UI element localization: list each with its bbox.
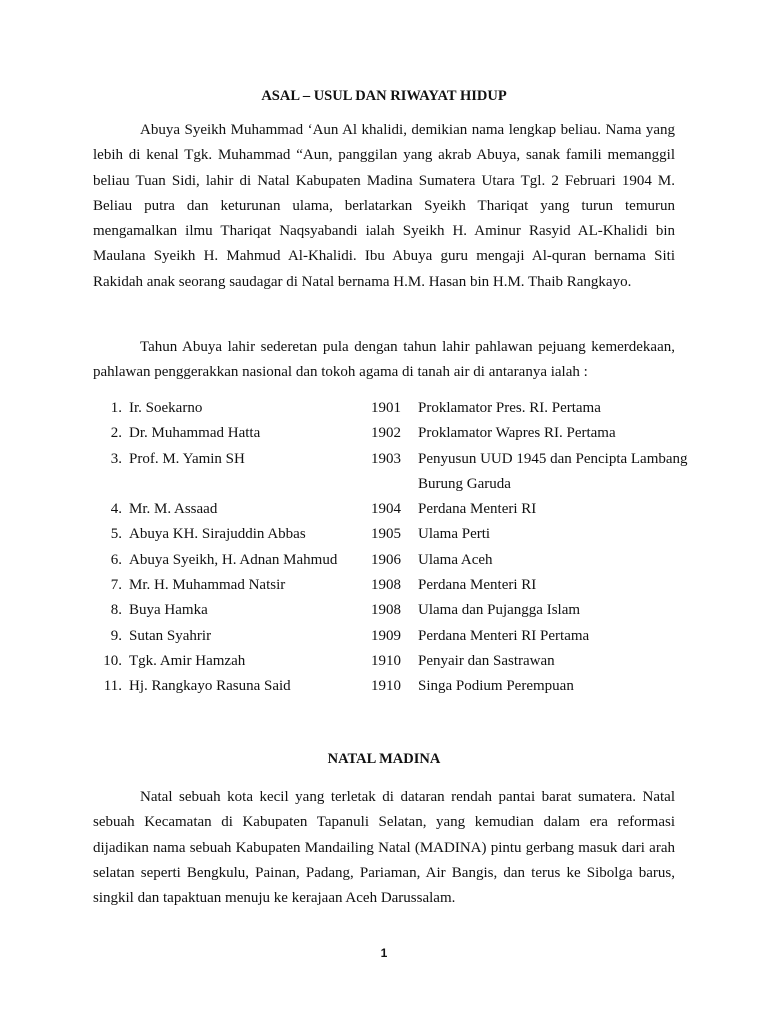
list-item-year: 1910 xyxy=(371,678,401,695)
list-item-year: 1908 xyxy=(371,577,401,594)
list-item-number: 8. xyxy=(110,602,122,619)
list-item xyxy=(93,447,693,498)
list-item-year: 1910 xyxy=(371,652,401,669)
paragraph-intro-list: Tahun Abuya lahir sederetan pula dengan tahun lahir pahlawan pejuang kemerdekaan, pahlawan penggerakkan nasional dan tokoh agama di tanah air di antaranya ialah : xyxy=(93,339,675,381)
list-item-number: 5. xyxy=(110,526,122,543)
figures-list xyxy=(93,396,693,700)
list-item xyxy=(93,522,693,547)
list-item-year: 1901 xyxy=(371,400,401,416)
list-item-name: Abuya Syeikh, H. Adnan Mahmud xyxy=(129,551,338,568)
list-item-name: Hj. Rangkayo Rasuna Said xyxy=(129,678,291,695)
list-item-number: 1. xyxy=(110,400,122,416)
list-item-name: Dr. Muhammad Hatta xyxy=(129,425,261,442)
paragraph-natal: Natal sebuah kota kecil yang terletak di dataran rendah pantai barat sumatera. Natal sebuah Kecamatan di Kabupaten Tapanuli Selatan, yang kemudian dalam era reformasi dijadikan nama sebuah Kabupaten Mandailing Natal (MADINA) pintu gerbang masuk dari arah selatan seperti Bengkulu, Painan, Padang, Pariaman, Air Bangis, dan terus ke Sibolga barus, singkil dan tapaktuan menuju ke kerajaan Aceh Darussalam. xyxy=(93,789,675,907)
list-item xyxy=(93,548,693,573)
list-item-description: Ulama dan Pujangga Islam xyxy=(418,602,581,619)
list-item-number: 11. xyxy=(103,678,122,695)
page-number: 1 xyxy=(380,946,388,960)
list-item-description: Perdana Menteri RI xyxy=(418,501,537,518)
list-item-description: Perdana Menteri RI xyxy=(418,577,537,594)
list-item-name: Sutan Syahrir xyxy=(129,627,212,644)
list-item-number: 3. xyxy=(110,450,122,467)
list-item-year: 1906 xyxy=(371,551,401,568)
list-item-number: 4. xyxy=(110,501,122,518)
list-item-year: 1902 xyxy=(371,425,401,442)
list-item-name: Tgk. Amir Hamzah xyxy=(129,652,246,669)
paragraph-biography: Abuya Syeikh Muhammad ‘Aun Al khalidi, demikian nama lengkap beliau. Nama yang lebih di kenal Tgk. Muhammad “Aun, panggilan yang akrab Abuya, sanak famili memanggil beliau Tuan Sidi, lahir di Natal Kabupaten Madina Sumatera Utara Tgl. 2 Februari 1904 M. Beliau putra dan keturunan ulama, berlatarkan Syeikh Thariqat yang turun temurun mengamalkan ilmu Thariqat Naqsyabandi ialah Syeikh H. Aminur Rasyid AL-Khalidi bin Maulana Syeikh H. Mahmud Al-Khalidi. Ibu Abuya guru mengaji Al-quran bernama Siti Rakidah anak seorang saudagar di Natal bernama H.M. Hasan bin H.M. Thaib Rangkayo. xyxy=(93,122,675,290)
list-item-number: 10. xyxy=(103,652,122,669)
list-item xyxy=(93,674,693,699)
list-item-number: 9. xyxy=(110,627,122,644)
list-item xyxy=(93,573,693,598)
list-item-name: Prof. M. Yamin SH xyxy=(129,450,245,467)
list-item-name: Ir. Soekarno xyxy=(129,400,203,416)
list-item-number: 6. xyxy=(110,551,122,568)
list-item-year: 1904 xyxy=(371,501,401,518)
list-item-description: Proklamator Wapres RI. Pertama xyxy=(418,425,616,442)
list-item-description: Penyusun UUD 1945 dan Pencipta Lambang Burung Garuda xyxy=(418,450,688,492)
list-item xyxy=(93,396,693,421)
list-item xyxy=(93,649,693,674)
list-item-description: Perdana Menteri RI Pertama xyxy=(418,627,590,644)
list-item-year: 1908 xyxy=(371,602,401,619)
list-item-description: Ulama Perti xyxy=(418,526,491,543)
list-item-description: Penyair dan Sastrawan xyxy=(418,652,555,669)
section-title-asal-usul: ASAL – USUL DAN RIWAYAT HIDUP xyxy=(261,88,507,104)
list-item-description: Ulama Aceh xyxy=(418,551,493,568)
list-item xyxy=(93,598,693,623)
list-item xyxy=(93,421,693,446)
list-item-name: Mr. M. Assaad xyxy=(129,501,218,518)
list-item-name: Buya Hamka xyxy=(129,602,208,619)
list-item-year: 1903 xyxy=(371,450,401,467)
list-item-name: Abuya KH. Sirajuddin Abbas xyxy=(129,526,306,543)
list-item-number: 2. xyxy=(110,425,122,442)
section-title-natal-madina: NATAL MADINA xyxy=(327,751,441,767)
list-item-description: Singa Podium Perempuan xyxy=(418,678,574,695)
list-item-description: Proklamator Pres. RI. Pertama xyxy=(418,400,601,416)
list-item-number: 7. xyxy=(110,577,122,594)
list-item-year: 1905 xyxy=(371,526,401,543)
list-item-year: 1909 xyxy=(371,627,401,644)
list-item-name: Mr. H. Muhammad Natsir xyxy=(129,577,286,594)
list-item xyxy=(93,497,693,522)
list-item xyxy=(93,624,693,649)
